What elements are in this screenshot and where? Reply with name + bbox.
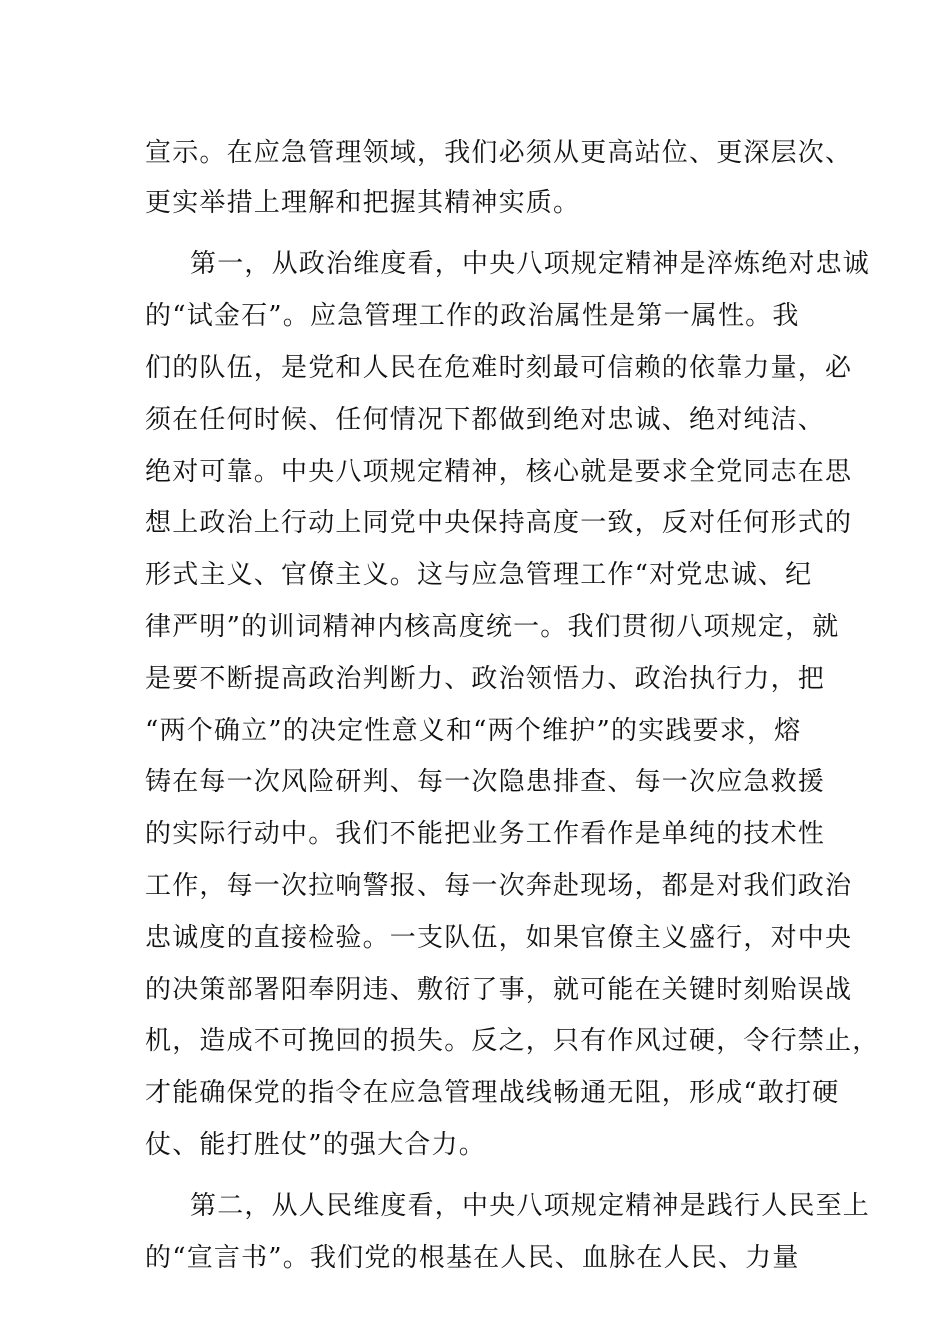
text-line: 的“宣言书”。我们党的根基在人民、血脉在人民、力量 — [145, 1243, 800, 1273]
text-line: 工作，每一次拉响警报、每一次奔赴现场，都是对我们政治 — [145, 871, 853, 901]
text-line: 律严明”的训词精神内核高度统一。我们贯彻八项规定，就 — [145, 612, 840, 642]
text-line: 第一，从政治维度看，中央八项规定精神是淬炼绝对忠诚 — [190, 249, 871, 279]
text-line: 忠诚度的直接检验。一支队伍，如果官僚主义盛行，对中央 — [145, 923, 853, 953]
text-line: 的“试金石”。应急管理工作的政治属性是第一属性。我 — [145, 301, 800, 331]
text-line: 宣示。在应急管理领域，我们必须从更高站位、更深层次、 — [145, 138, 853, 168]
text-line: 更实举措上理解和把握其精神实质。 — [145, 188, 581, 218]
text-line: 才能确保党的指令在应急管理战线畅通无阻，形成“敢打硬 — [145, 1078, 840, 1108]
text-line: 铸在每一次风险研判、每一次隐患排查、每一次应急救援 — [145, 767, 826, 797]
text-line: 机，造成不可挽回的损失。反之，只有作风过硬，令行禁止， — [145, 1026, 880, 1056]
text-line: 的决策部署阳奉阴违、敷衍了事，就可能在关键时刻贻误战 — [145, 975, 853, 1005]
text-line: 是要不断提高政治判断力、政治领悟力、政治执行力，把 — [145, 664, 826, 694]
text-line: “两个确立”的决定性意义和“两个维护”的实践要求，熔 — [145, 716, 802, 746]
text-line: 绝对可靠。中央八项规定精神，核心就是要求全党同志在思 — [145, 457, 853, 487]
text-line: 仗、能打胜仗”的强大合力。 — [145, 1130, 486, 1160]
text-line: 须在任何时候、任何情况下都做到绝对忠诚、绝对纯洁、 — [145, 405, 826, 435]
text-line: 们的队伍，是党和人民在危难时刻最可信赖的依靠力量，必 — [145, 353, 853, 383]
text-line: 的实际行动中。我们不能把业务工作看作是单纯的技术性 — [145, 819, 826, 849]
text-line: 第二，从人民维度看，中央八项规定精神是践行人民至上 — [190, 1191, 871, 1221]
text-line: 想上政治上行动上同党中央保持高度一致，反对任何形式的 — [145, 508, 853, 538]
text-line: 形式主义、官僚主义。这与应急管理工作“对党忠诚、纪 — [145, 560, 813, 590]
